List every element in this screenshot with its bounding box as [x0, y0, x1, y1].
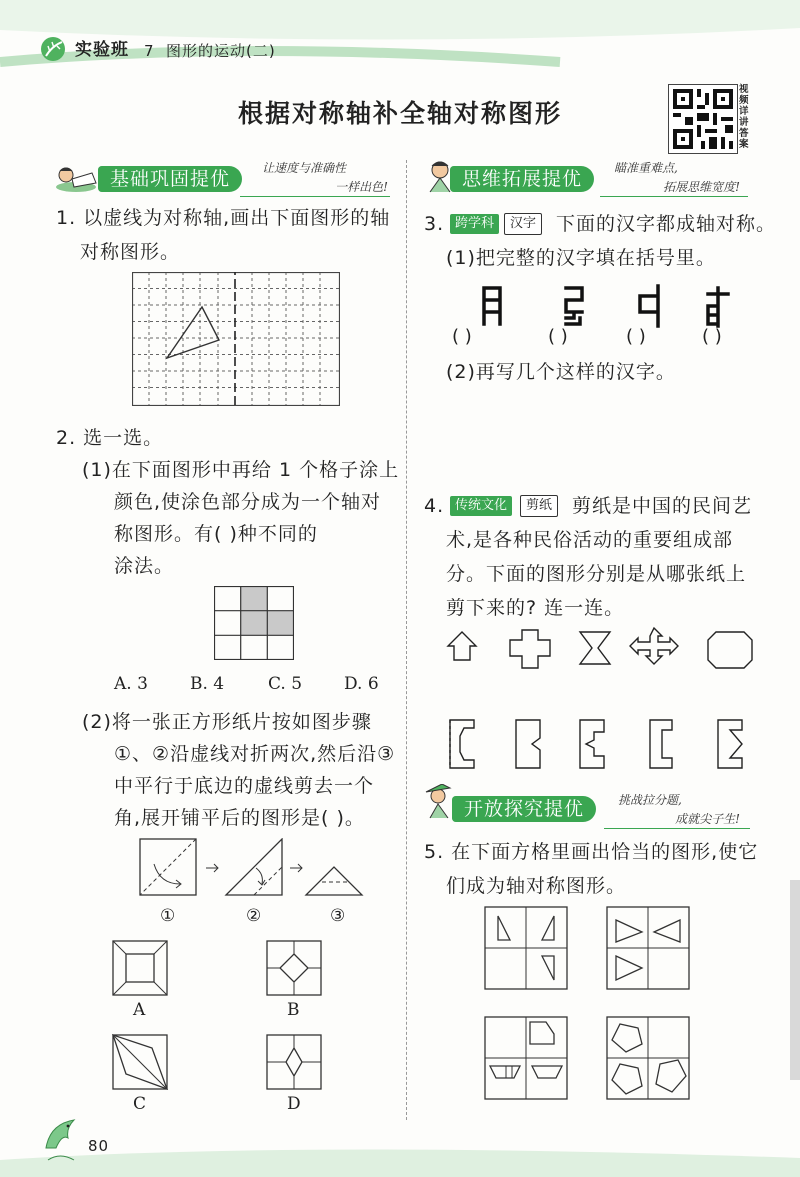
choice-d-label: D	[287, 1094, 301, 1114]
q2-1-line3: 称图形。有( )种不同的	[114, 523, 318, 545]
qr-caption: 视频详讲答案	[739, 84, 749, 150]
motto-underline	[240, 196, 390, 197]
q2-2-line1: (2)将一张正方形纸片按如图步骤	[82, 711, 372, 733]
choice-c-label: C	[133, 1094, 147, 1114]
q4-line3: 分。下面的图形分别是从哪张纸上	[446, 563, 747, 585]
leaf-logo-icon	[38, 34, 68, 64]
q3-answer-blank-2[interactable]: ( )	[548, 326, 568, 347]
q3-tag-hanzi: 汉字	[504, 213, 542, 235]
choice-c-figure[interactable]	[112, 1034, 168, 1090]
papercut-shapes-row[interactable]	[440, 624, 760, 674]
footer-band	[0, 1130, 800, 1177]
q3-text: 下面的汉字都成轴对称。	[556, 213, 777, 235]
motto-basic-line2: 一样出色!	[335, 180, 388, 194]
q5-line1: 5. 在下面方格里画出恰当的图形,使它	[424, 841, 759, 863]
q3-2-text: (2)再写几个这样的汉字。	[446, 361, 676, 383]
q3-number: 3.	[424, 213, 445, 235]
step-label-3: ③	[330, 906, 346, 926]
folded-papers-row[interactable]	[440, 716, 760, 772]
series-name: 实验班	[75, 40, 129, 60]
q4-line1: 剪纸是中国的民间艺	[572, 495, 753, 517]
motto-extend-line2: 拓展思维宽度!	[663, 180, 740, 194]
half-characters-figure	[470, 284, 740, 328]
dolphin-icon	[40, 1114, 84, 1164]
q4-tag-culture: 传统文化	[450, 496, 512, 516]
page-number: 80	[88, 1137, 110, 1155]
section-banner-basic: 基础巩固提优	[98, 166, 242, 192]
page-title: 根据对称轴补全轴对称图形	[238, 99, 563, 128]
motto-underline-3	[604, 828, 750, 829]
unit-number: 7	[144, 42, 155, 60]
q4-line2: 术,是各种民俗活动的重要组成部	[446, 529, 734, 551]
q2-1-option-a[interactable]: A. 3	[114, 674, 148, 694]
q4-line4: 剪下来的? 连一连。	[446, 597, 625, 619]
q5-grid-3[interactable]	[484, 1016, 568, 1100]
section-banner-open: 开放探究提优	[452, 796, 596, 822]
q3-tag-cross-subject: 跨学科	[450, 214, 499, 234]
q2-2-line3: 中平行于底边的虚线剪去一个	[114, 775, 375, 797]
reading-kid-icon	[52, 163, 102, 193]
q1-grid[interactable]	[132, 272, 340, 406]
q2-1-option-d[interactable]: D. 6	[344, 674, 379, 694]
column-divider	[406, 160, 407, 1120]
q2-title: 2. 选一选。	[56, 427, 164, 449]
q3-answer-blank-1[interactable]: ( )	[452, 326, 472, 347]
section-banner-extend: 思维拓展提优	[450, 166, 594, 192]
choice-b-label: B	[287, 1000, 300, 1020]
choice-d-figure[interactable]	[266, 1034, 322, 1090]
q2-1-option-c[interactable]: C. 5	[268, 674, 303, 694]
step-label-1: ①	[160, 906, 176, 926]
motto-underline-2	[600, 196, 748, 197]
q3-answer-blank-3[interactable]: ( )	[626, 326, 646, 347]
q5-grid-1[interactable]	[484, 906, 568, 990]
unit-title: 图形的运动(二)	[166, 42, 276, 60]
q1-text-line1: 1. 以虚线为对称轴,画出下面图形的轴	[56, 207, 391, 229]
q2-1-line4: 涂法。	[114, 555, 175, 577]
q5-grid-2[interactable]	[606, 906, 690, 990]
qr-code[interactable]	[668, 84, 738, 154]
choice-a-figure[interactable]	[112, 940, 168, 996]
q2-2-line2: ①、②沿虚线对折两次,然后沿③	[114, 743, 396, 765]
q2-2-line4: 角,展开铺平后的图形是( )。	[114, 807, 365, 829]
choice-a-label: A	[133, 1000, 146, 1020]
q1-text-line2: 对称图形。	[80, 241, 181, 263]
q5-line2: 们成为轴对称图形。	[446, 875, 627, 897]
choice-b-figure[interactable]	[266, 940, 322, 996]
q4-tag-papercut: 剪纸	[520, 495, 558, 517]
qr-code-icon	[669, 85, 737, 153]
q2-1-option-b[interactable]: B. 4	[190, 674, 225, 694]
page-edge-strip	[790, 880, 800, 1080]
q3-1-text: (1)把完整的汉字填在括号里。	[446, 247, 716, 269]
motto-open-line1: 挑战拉分题,	[618, 793, 682, 807]
q4-number: 4.	[424, 495, 445, 517]
motto-basic-line1: 让速度与准确性	[262, 161, 347, 175]
q2-1-line2: 颜色,使涂色部分成为一个轴对	[114, 491, 382, 513]
q5-grid-4[interactable]	[606, 1016, 690, 1100]
motto-extend-line1: 瞄准重难点,	[614, 161, 678, 175]
q3-answer-blank-4[interactable]: ( )	[702, 326, 722, 347]
step-label-2: ②	[246, 906, 262, 926]
q2-1-line1: (1)在下面图形中再给 1 个格子涂上	[82, 459, 400, 481]
motto-open-line2: 成就尖子生!	[675, 812, 740, 826]
q2-1-shade-grid[interactable]	[214, 586, 294, 660]
folding-steps-figure	[134, 838, 374, 902]
